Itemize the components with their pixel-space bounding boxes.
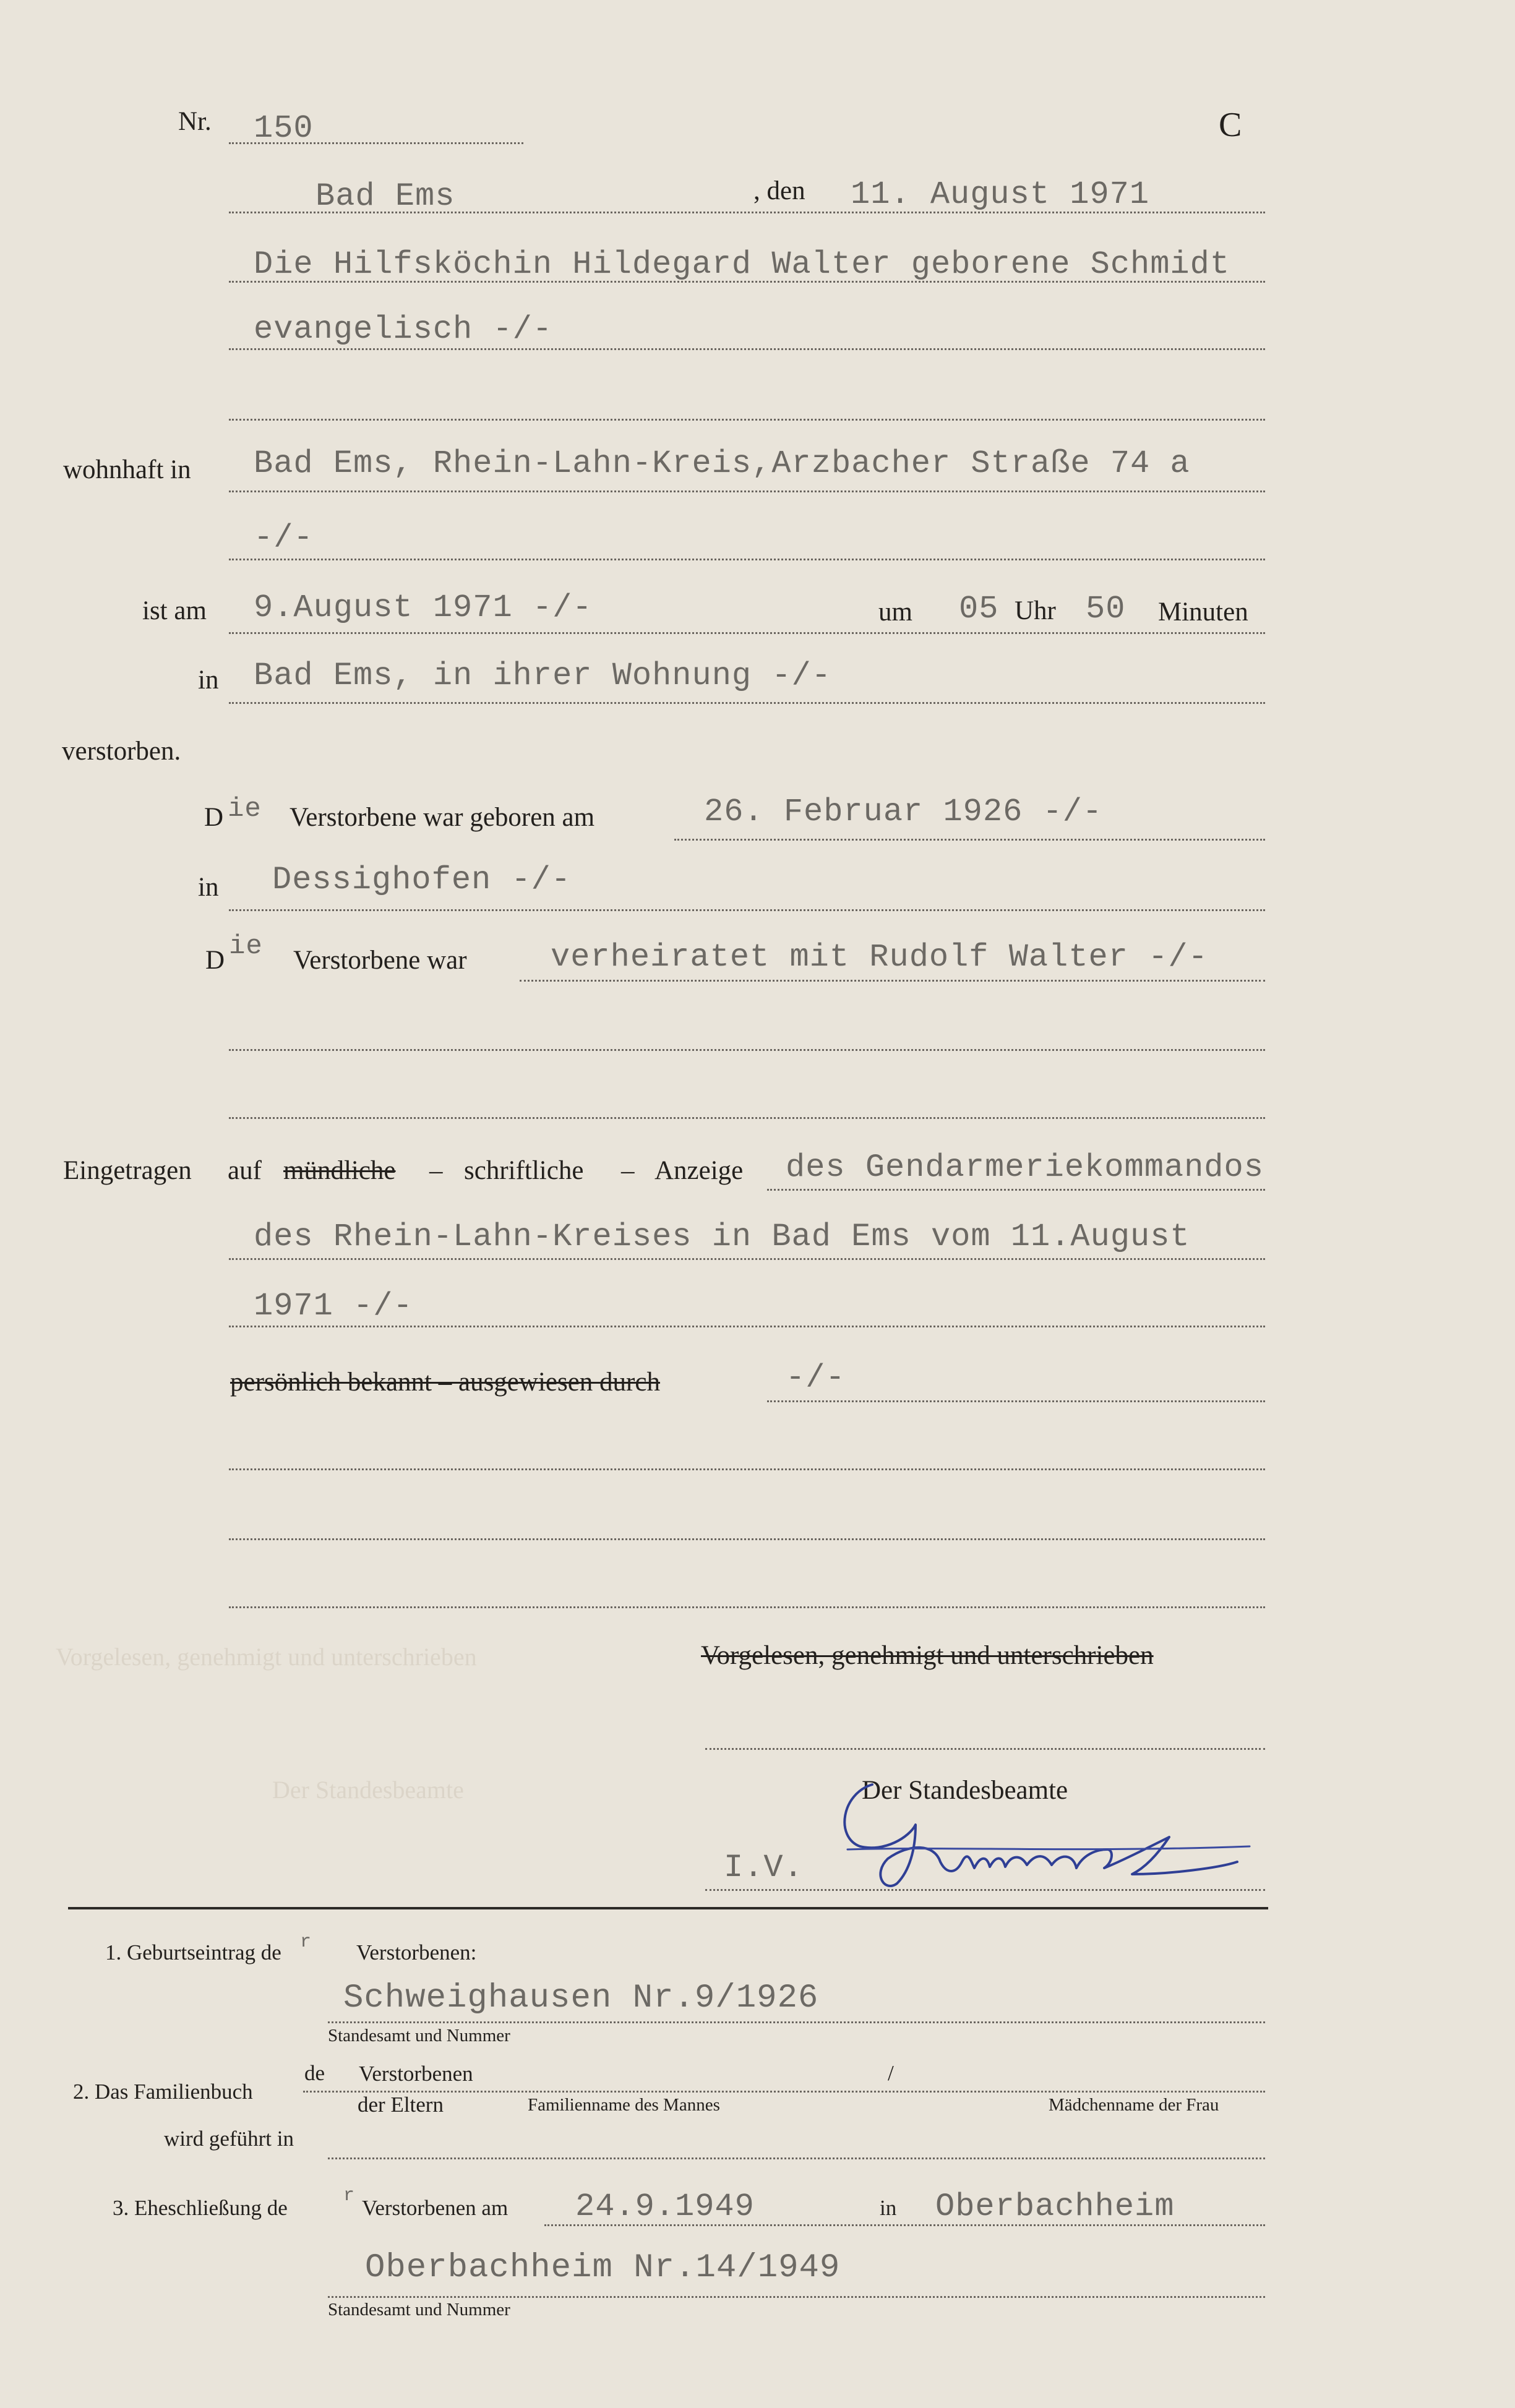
item1-label: 1. Geburtseintrag de [105,1940,281,1965]
death-minute: 50 [1086,591,1126,627]
item2-rule [303,2091,1265,2093]
person-line-1: Die Hilfsköchin Hildegard Walter geborene Schmidt [254,246,1230,283]
standesbeamte-label: Der Standesbeamte [862,1776,1068,1805]
death-place: Bad Ems, in ihrer Wohnung -/- [254,658,831,694]
marital-d-suffix: ie [229,931,263,962]
signature-image [823,1769,1256,1899]
empty-line [229,1468,1265,1470]
standesamt-label: Standesamt und Nummer [328,2026,510,2046]
registration-line-1-rule [767,1189,1265,1191]
item2-wird: wird geführt in [164,2127,294,2151]
signature-rule-1 [705,1748,1265,1750]
birth-in-label: in [198,873,219,902]
person-line-1-rule [229,281,1265,283]
item2-maedchenname: Mädchenname der Frau [1049,2095,1219,2115]
marital-value: verheiratet mit Rudolf Walter -/- [551,939,1208,975]
minuten-label: Minuten [1158,598,1248,627]
item2-de: de [304,2061,325,2085]
death-date-rule [229,632,1265,634]
marital-d-prefix: D [205,946,225,975]
dash-1: – [429,1156,443,1185]
schriftliche-label: schriftliche [464,1156,584,1185]
birth-date-rule [674,839,1265,841]
muendliche-label: mündliche [283,1156,396,1185]
nr-label: Nr. [178,107,212,136]
item2-slash: / [888,2061,894,2085]
den-label: , den [753,176,805,205]
vorgelesen-label: Vorgelesen, genehmigt und unterschrieben [701,1641,1154,1670]
person-line-2-rule [229,348,1265,350]
place-date-line [229,212,1265,213]
registration-line-2-rule [229,1258,1265,1260]
registration-line-3-rule [229,1326,1265,1327]
bleed-through-text: Vorgelesen, genehmigt und unterschrieben [56,1643,477,1671]
death-in-label: in [198,666,219,695]
residence-line-1-rule [229,491,1265,492]
item2-familienname: Familienname des Mannes [528,2095,720,2115]
birth-label: Verstorbene war geboren am [290,803,595,832]
nr-line [229,142,523,144]
item2-label: 2. Das Familienbuch [73,2080,253,2104]
residence-line-2-rule [229,559,1265,560]
item1-value: Schweighausen Nr.9/1926 [343,1979,819,2017]
item2-wird-rule [328,2157,1265,2159]
registration-line-2: des Rhein-Lahn-Kreises in Bad Ems vom 11.August [254,1219,1190,1255]
item3-value-rule [328,2296,1265,2298]
item1-label-2: Verstorbenen: [356,1940,477,1965]
empty-line [229,1049,1265,1051]
standesamt-label-2: Standesamt und Nummer [328,2300,510,2320]
known-value: -/- [786,1360,846,1396]
known-label: persönlich bekannt – ausgewiesen durch [230,1368,660,1397]
date: 11. August 1971 [851,176,1150,213]
iv-label: I.V. [724,1849,804,1886]
uhr-label: Uhr [1015,596,1056,625]
person-line-2: evangelisch -/- [254,311,553,348]
signature-stroke [844,1785,1237,1886]
anzeige-label: Anzeige [654,1156,744,1185]
empty-line [229,419,1265,421]
item2-verstorbenen: Verstorbenen [359,2062,473,2086]
marital-rule [520,980,1265,982]
registration-line-3: 1971 -/- [254,1288,413,1324]
death-place-rule [229,702,1265,704]
verstorben-label: verstorben. [62,737,181,766]
residence-line-2: -/- [254,520,314,556]
item3-label-2: Verstorbenen am [362,2196,509,2220]
place: Bad Ems [315,178,455,215]
empty-line [229,1606,1265,1608]
eingetragen-label: Eingetragen [63,1156,192,1185]
item3-date: 24.9.1949 [575,2188,755,2225]
item3-label: 3. Eheschließung de [113,2196,288,2220]
bleed-through-text: Der Standesbeamte [272,1776,464,1804]
item3-in: in [880,2196,897,2220]
birth-place-rule [229,909,1265,911]
empty-line [229,1538,1265,1540]
ist-am-label: ist am [142,596,207,625]
dash-2: – [621,1156,635,1185]
death-date: 9.August 1971 -/- [254,589,593,626]
nr-value: 150 [254,110,314,147]
footer-separator [68,1907,1268,1909]
birth-d-prefix: D [204,803,224,832]
um-label: um [878,598,912,627]
registration-line-1: des Gendarmeriekommandos [786,1149,1264,1186]
auf-label: auf [228,1156,262,1185]
signature-underline [848,1846,1250,1849]
item1-suffix: r [300,1932,312,1953]
death-hour: 05 [959,591,999,627]
empty-line [229,1117,1265,1119]
residence-line-1: Bad Ems, Rhein-Lahn-Kreis,Arzbacher Straße 74 a [254,445,1190,482]
item3-suffix: r [343,2185,356,2206]
birth-d-suffix: ie [228,794,262,825]
item3-place: Oberbachheim [935,2188,1175,2225]
item3-rule [544,2224,1265,2226]
residence-label: wohnhaft in [63,455,191,484]
code-letter: C [1219,106,1242,144]
item3-value: Oberbachheim Nr.14/1949 [365,2249,841,2287]
known-rule [767,1400,1265,1402]
marital-label: Verstorbene war [293,946,467,975]
birth-date: 26. Februar 1926 -/- [704,794,1103,830]
birth-place: Dessighofen -/- [272,862,572,898]
item1-rule [328,2021,1265,2023]
item2-eltern: der Eltern [358,2093,444,2117]
